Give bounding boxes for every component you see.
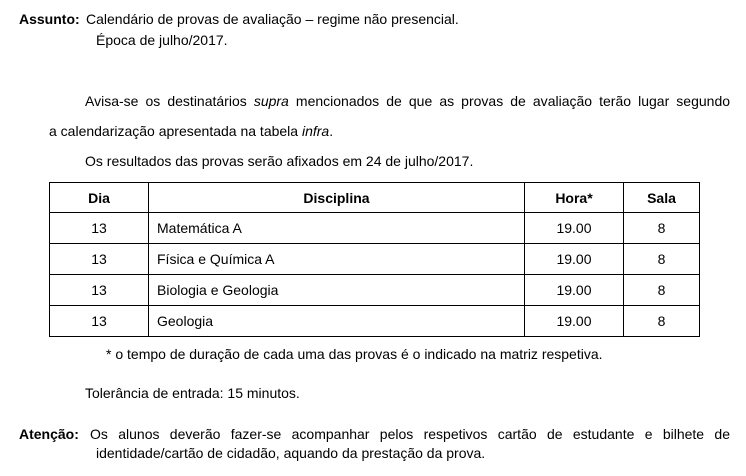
p1-line2-text: a calendarização apresentada na tabela	[49, 123, 302, 139]
header-sala: Sala	[624, 183, 700, 213]
cell-hora: 19.00	[525, 275, 624, 306]
cell-disciplina: Geologia	[149, 306, 525, 337]
p1-italic-infra: infra	[301, 123, 330, 139]
table-header-row	[50, 183, 700, 213]
cell-disciplina: Física e Química A	[149, 244, 525, 275]
cell-sala: 8	[624, 275, 700, 306]
cell-hora: 19.00	[525, 306, 624, 337]
attention-line-1: Os alunos deverão fazer-se acompanhar pelos respetivos cartão de estudante e bilhete de	[90, 426, 730, 442]
table-row	[50, 213, 700, 244]
cell-disciplina: Matemática A	[149, 213, 525, 244]
cell-hora: 19.00	[525, 213, 624, 244]
p1-text-a: Avisa-se os destinatários	[85, 93, 254, 109]
header-hora: Hora*	[525, 183, 624, 213]
header-dia: Dia	[50, 183, 149, 213]
p1-line2-period: .	[329, 123, 334, 139]
header-disciplina: Disciplina	[149, 183, 525, 213]
cell-sala: 8	[624, 213, 700, 244]
footnote: * o tempo de duração de cada uma das provas é o indicado na matriz respetiva.	[106, 346, 603, 362]
p1-text-b: mencionados de que as provas de avaliação terão lugar segundo	[288, 93, 731, 109]
cell-dia: 13	[50, 306, 149, 337]
results-paragraph: Os resultados das provas serão afixados em 24 de julho/2017.	[85, 153, 474, 169]
cell-hora: 19.00	[525, 244, 624, 275]
subject-line-1: Calendário de provas de avaliação – regime não presencial.	[86, 11, 459, 27]
paragraph-1-line-1	[85, 92, 730, 110]
attention-label: Atenção:	[19, 426, 79, 442]
table-row	[50, 244, 700, 275]
cell-dia: 13	[50, 244, 149, 275]
cell-sala: 8	[624, 306, 700, 337]
p1-italic-supra: supra	[253, 93, 289, 109]
attention-line-2: identidade/cartão de cidadão, aquando da prestação da prova.	[96, 445, 486, 461]
cell-dia: 13	[50, 275, 149, 306]
exam-schedule-table	[49, 182, 700, 337]
paragraph-1-line-2	[49, 122, 333, 140]
cell-dia: 13	[50, 213, 149, 244]
cell-sala: 8	[624, 244, 700, 275]
cell-disciplina: Biologia e Geologia	[149, 275, 525, 306]
subject-label: Assunto:	[19, 11, 80, 27]
table-row	[50, 275, 700, 306]
table-row	[50, 306, 700, 337]
subject-line-2: Época de julho/2017.	[96, 32, 228, 48]
tolerance-note: Tolerância de entrada: 15 minutos.	[85, 385, 300, 401]
